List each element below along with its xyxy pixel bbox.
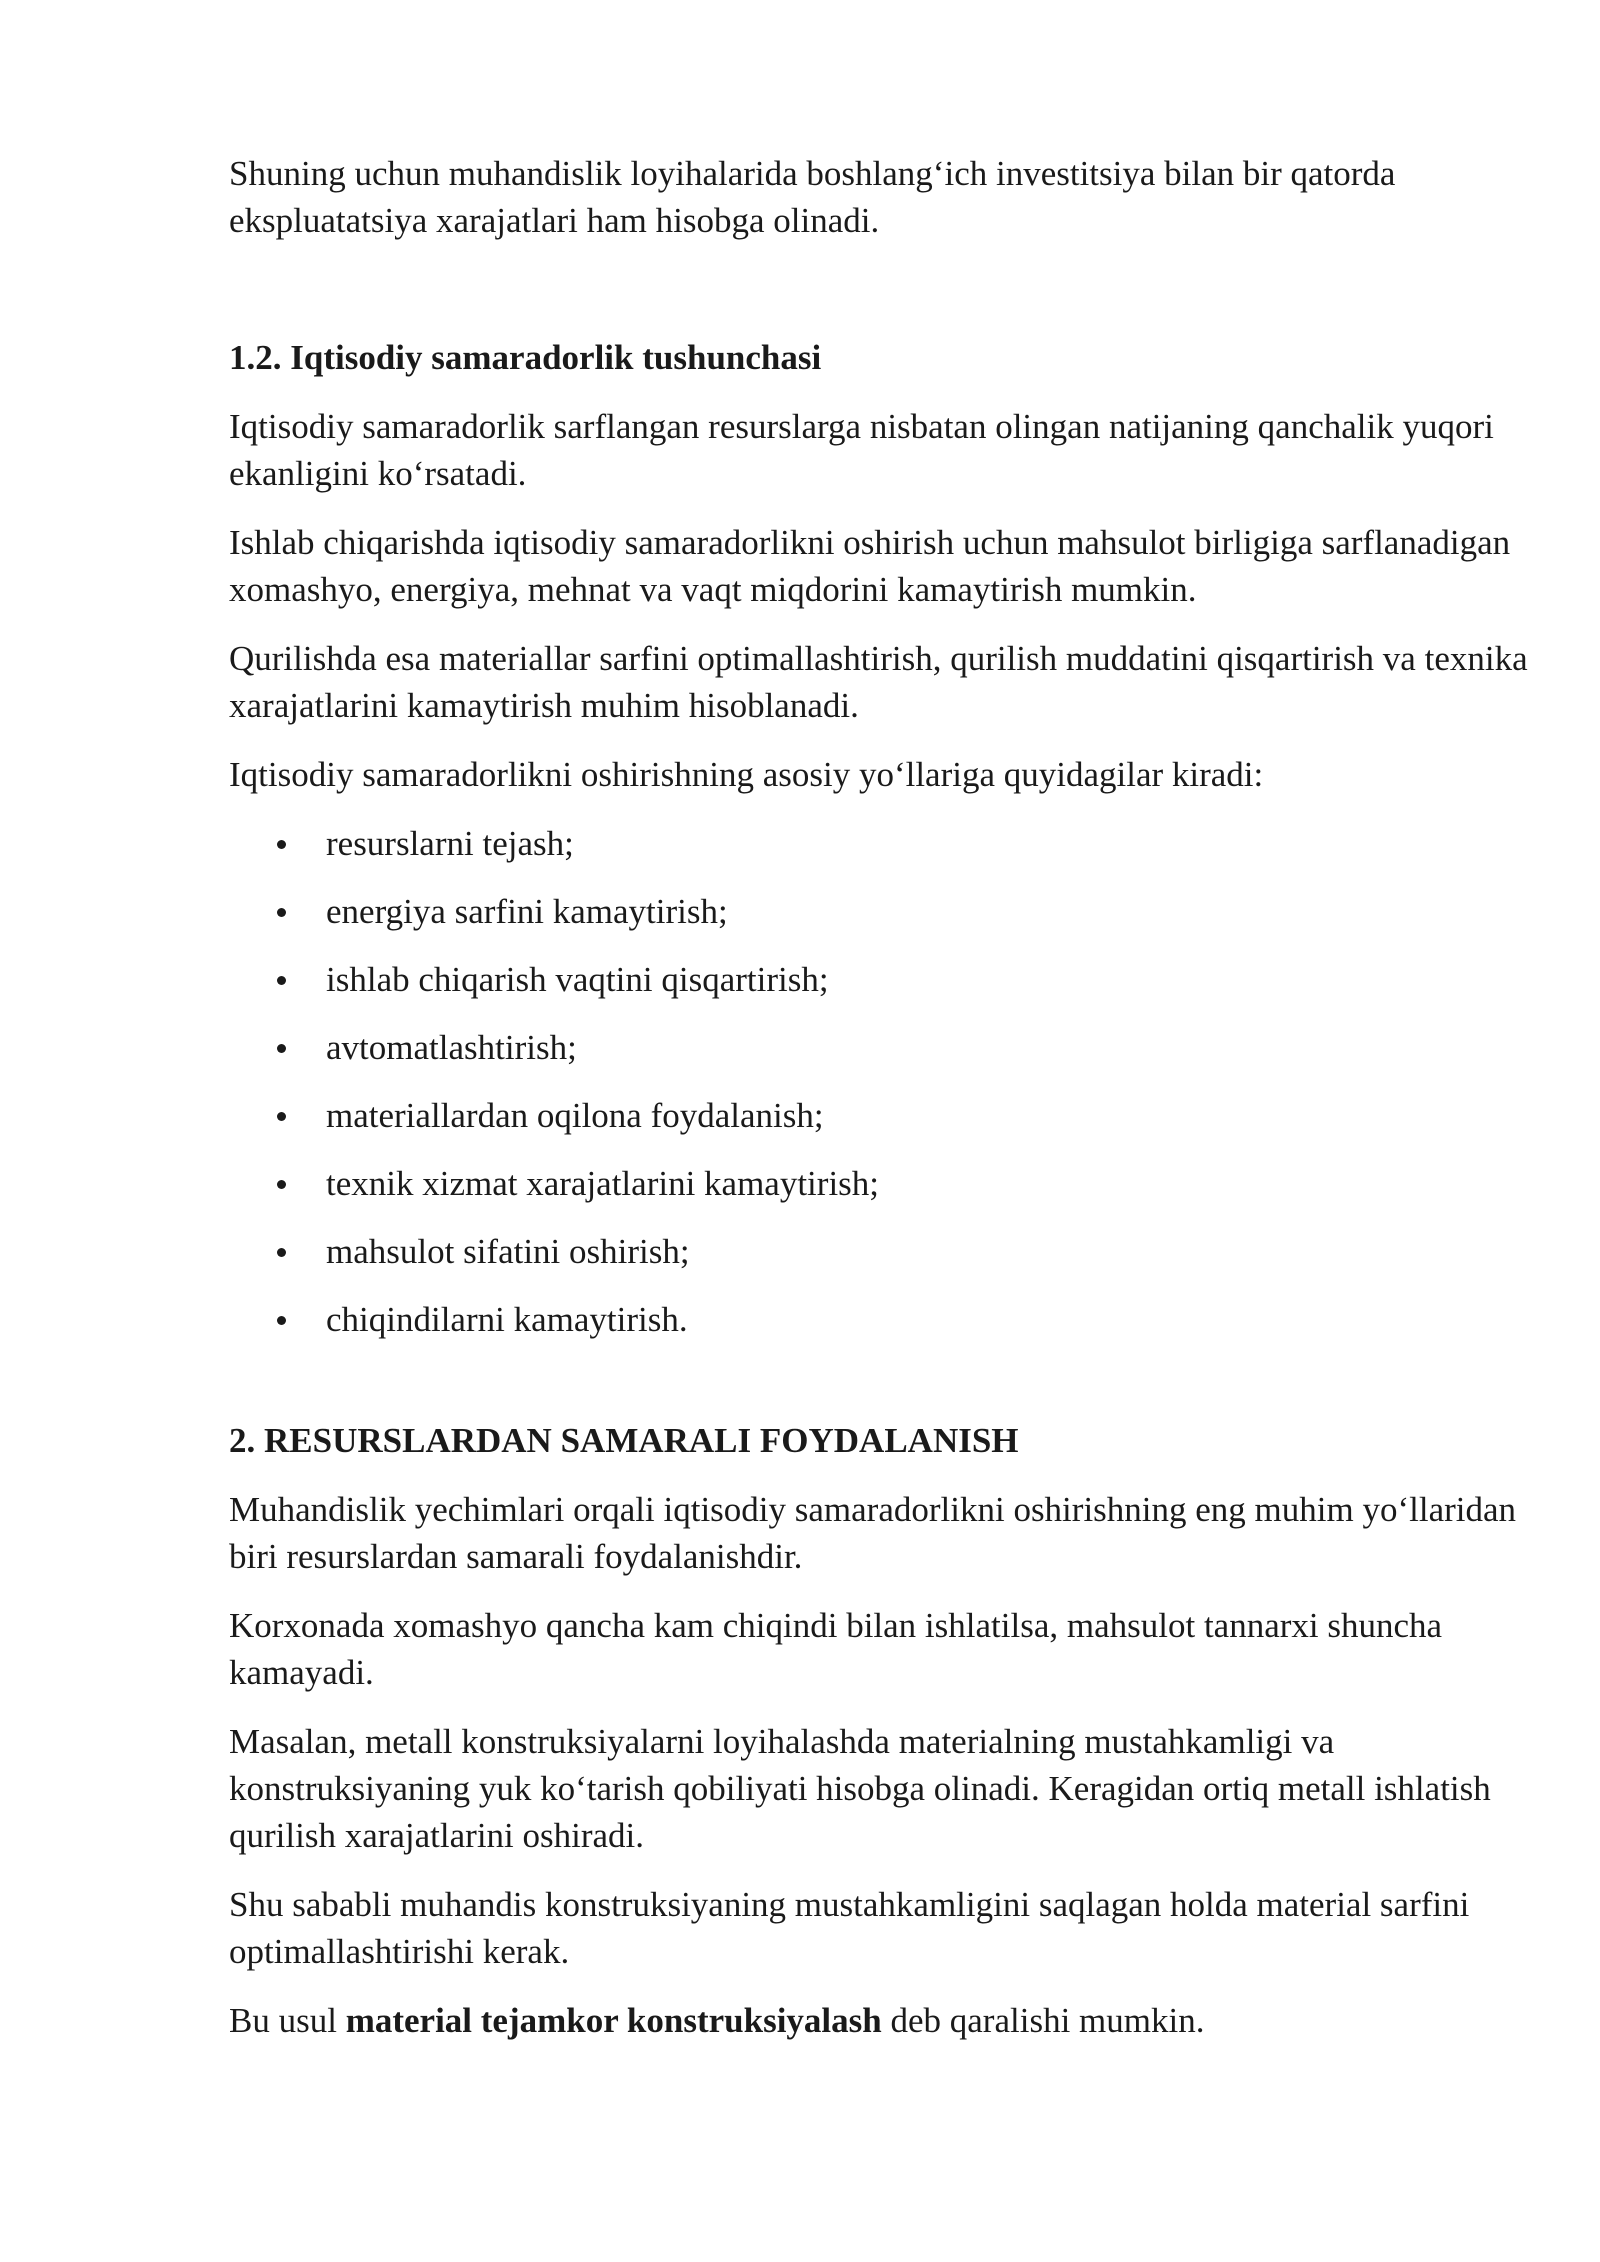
list-item	[229, 888, 1529, 935]
paragraph: Shu sababli muhandis konstruksiyaning mustahkamligini saqlagan holda material sarfini optimallashtirishi kerak.	[229, 1885, 1470, 1971]
section-heading-2: 2. RESURSLARDAN SAMARALI FOYDALANISH	[229, 1421, 1019, 1460]
bullet-dot-icon	[277, 1044, 286, 1053]
bullet-dot-icon	[277, 1112, 286, 1121]
paragraph: Iqtisodiy samaradorlikni oshirishning asosiy yo‘llariga quyidagilar kiradi:	[229, 755, 1264, 794]
closing-paragraph	[229, 1997, 1529, 2044]
paragraph: Iqtisodiy samaradorlik sarflangan resurslarga nisbatan olingan natijaning qanchalik yuqori ekanligini ko‘rsatadi.	[229, 407, 1494, 493]
list-item-text: chiqindilarni kamaytirish.	[326, 1300, 688, 1339]
list-item	[229, 1160, 1529, 1207]
list-item-text: resurslarni tejash;	[326, 824, 574, 863]
bullet-dot-icon	[277, 840, 286, 849]
list-item-text: avtomatlashtirish;	[326, 1028, 577, 1067]
list-item	[229, 1296, 1529, 1343]
closing-text-after: deb qaralishi mumkin.	[881, 2001, 1205, 2040]
list-item	[229, 1024, 1529, 1071]
paragraph: Korxonada xomashyo qancha kam chiqindi bilan ishlatilsa, mahsulot tannarxi shuncha kamayadi.	[229, 1606, 1443, 1692]
paragraph: Masalan, metall konstruksiyalarni loyihalashda materialning mustahkamligi va konstruksiyaning yuk ko‘tarish qobiliyati hisobga olinadi. Keragidan ortiq metall ishlatish qurilish xarajatlarini oshiradi.	[229, 1722, 1491, 1855]
list-item-text: ishlab chiqarish vaqtini qisqartirish;	[326, 960, 829, 999]
list-item	[229, 956, 1529, 1003]
section-spacer	[229, 1364, 1529, 1417]
document-page	[229, 150, 1529, 2066]
list-item-text: materiallardan oqilona foydalanish;	[326, 1096, 824, 1135]
paragraph: Ishlab chiqarishda iqtisodiy samaradorlikni oshirish uchun mahsulot birligiga sarflanadigan xomashyo, energiya, mehnat va vaqt miqdorini kamaytirish mumkin.	[229, 523, 1511, 609]
bullet-dot-icon	[277, 976, 286, 985]
closing-text-before: Bu usul	[229, 2001, 346, 2040]
bullet-list	[229, 820, 1529, 1343]
paragraph: Qurilishda esa materiallar sarfini optimallashtirish, qurilish muddatini qisqartirish va texnika xarajatlarini kamaytirish muhim hisoblanadi.	[229, 639, 1528, 725]
list-item	[229, 820, 1529, 867]
bullet-dot-icon	[277, 908, 286, 917]
bullet-dot-icon	[277, 1180, 286, 1189]
list-item-text: mahsulot sifatini oshirish;	[326, 1232, 690, 1271]
list-item	[229, 1228, 1529, 1275]
paragraph: Muhandislik yechimlari orqali iqtisodiy samaradorlikni oshirishning eng muhim yo‘llaridan biri resurslardan samarali foydalanishdir.	[229, 1490, 1517, 1576]
list-item-text: texnik xizmat xarajatlarini kamaytirish;	[326, 1164, 880, 1203]
list-item	[229, 1092, 1529, 1139]
section-spacer	[229, 266, 1529, 334]
bullet-dot-icon	[277, 1316, 286, 1325]
list-item-text: energiya sarfini kamaytirish;	[326, 892, 728, 931]
bullet-dot-icon	[277, 1248, 286, 1257]
section-heading-1-2: 1.2. Iqtisodiy samaradorlik tushunchasi	[229, 338, 822, 377]
intro-paragraph: Shuning uchun muhandislik loyihalarida boshlang‘ich investitsiya bilan bir qatorda ekspluatatsiya xarajatlari ham hisobga olinadi.	[229, 154, 1396, 240]
bold-term: material tejamkor konstruksiyalash	[345, 2001, 882, 2040]
